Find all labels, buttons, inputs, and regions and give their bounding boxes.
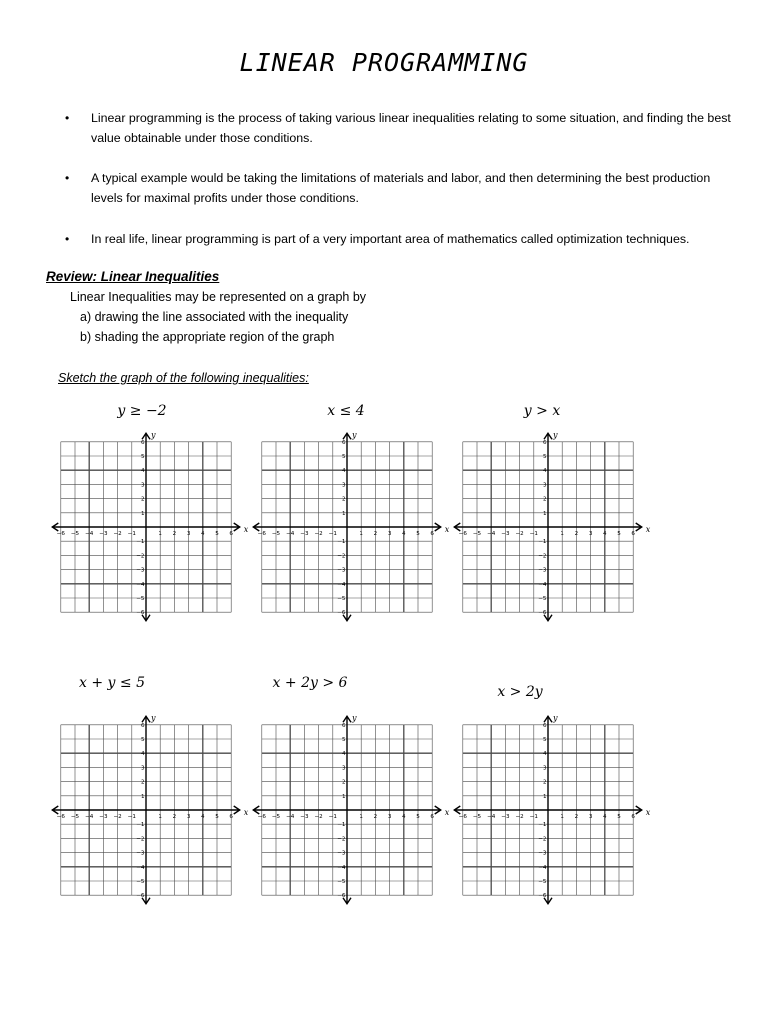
x-tick-label: 3 (588, 814, 593, 820)
x-tick-label: 1 (158, 531, 162, 537)
y-axis-label: y (151, 430, 156, 440)
inequality-label-2: x ≤ 4 (327, 403, 365, 419)
y-tick-label: 3 (341, 765, 346, 772)
y-tick-label: −2 (136, 553, 145, 560)
x-tick-label: −1 (328, 531, 337, 537)
y-tick-label: −2 (538, 836, 547, 843)
y-tick-label: 2 (542, 779, 547, 786)
x-tick-label: 2 (172, 814, 177, 820)
x-tick-label: −2 (314, 814, 323, 820)
y-tick-label: −5 (337, 596, 346, 602)
y-tick-label: 4 (542, 751, 547, 758)
y-tick-label: −6 (337, 893, 346, 900)
y-tick-label: −2 (337, 553, 346, 560)
y-tick-label: 1 (542, 793, 547, 800)
y-tick-label: 6 (140, 439, 145, 446)
y-tick-label: 1 (341, 793, 346, 800)
y-tick-label: 6 (341, 439, 346, 446)
inequality-label-3: y > x (523, 403, 561, 419)
x-tick-label: 1 (359, 531, 363, 537)
x-tick-label: 4 (402, 814, 406, 820)
x-tick-label: −1 (127, 531, 136, 537)
y-tick-label: 2 (542, 496, 547, 503)
y-tick-label: 4 (341, 468, 346, 475)
y-tick-label: 5 (542, 737, 547, 743)
y-tick-label: 1 (140, 510, 145, 517)
y-tick-label: 1 (341, 510, 346, 517)
x-tick-label: −2 (113, 531, 122, 537)
x-tick-label: −6 (458, 814, 467, 820)
page-title: LINEAR PROGRAMMING (239, 48, 529, 77)
y-tick-label: −4 (538, 864, 547, 871)
inequality-label-6: x > 2y (497, 684, 543, 700)
x-tick-label: 6 (430, 814, 434, 820)
x-tick-label: 6 (229, 531, 233, 537)
y-tick-label: 5 (341, 737, 346, 743)
x-tick-label: 3 (387, 531, 392, 537)
x-tick-label: −3 (99, 531, 108, 537)
x-tick-label: 1 (359, 814, 363, 820)
y-tick-label: −4 (337, 864, 346, 871)
y-tick-label: −3 (337, 850, 346, 857)
bullet-text-3: In real life, linear programming is part of a very important area of mathematics called optimization techniques. (91, 232, 690, 246)
y-tick-label: 5 (542, 454, 547, 460)
x-tick-label: 3 (588, 531, 593, 537)
y-tick-label: −4 (337, 581, 346, 588)
y-axis-label: y (151, 713, 156, 723)
inequality-label-4: x + y ≤ 5 (79, 675, 145, 691)
x-tick-label: −5 (70, 531, 80, 537)
y-tick-label: −1 (136, 822, 145, 829)
x-tick-label: 1 (158, 814, 162, 820)
x-tick-label: −5 (271, 814, 281, 820)
y-tick-label: 5 (341, 454, 346, 460)
bullet-marker: • (65, 171, 70, 185)
y-tick-label: −6 (538, 610, 547, 617)
y-tick-label: 2 (140, 496, 145, 503)
x-tick-label: −4 (85, 814, 94, 820)
x-tick-label: 4 (201, 814, 205, 820)
x-tick-label: 4 (201, 531, 205, 537)
y-tick-label: −2 (337, 836, 346, 843)
y-tick-label: 3 (140, 482, 145, 489)
x-tick-label: 4 (402, 531, 406, 537)
x-tick-label: −4 (487, 531, 496, 537)
review-intro: Linear Inequalities may be represented on a graph by (70, 290, 367, 304)
x-tick-label: 3 (387, 814, 392, 820)
y-tick-label: 6 (140, 722, 145, 729)
y-tick-label: −2 (136, 836, 145, 843)
x-tick-label: −2 (113, 814, 122, 820)
y-tick-label: 6 (542, 722, 547, 729)
inequality-label-1: y ≥ −2 (117, 403, 167, 419)
x-tick-label: −3 (300, 814, 309, 820)
x-axis-label: x (444, 808, 450, 817)
x-tick-label: 2 (574, 531, 579, 537)
y-tick-label: 3 (140, 765, 145, 772)
x-tick-label: 5 (215, 814, 219, 820)
review-item-b: b) shading the appropriate region of the graph (80, 330, 335, 344)
review-heading: Review: Linear Inequalities (46, 269, 220, 284)
x-tick-label: 5 (416, 814, 420, 820)
x-tick-label: −5 (271, 531, 281, 537)
y-tick-label: 3 (542, 482, 547, 489)
y-tick-label: 1 (140, 793, 145, 800)
bullet-marker: • (65, 111, 70, 125)
coordinate-grid-3[interactable] (448, 425, 651, 625)
x-tick-label: −6 (56, 814, 65, 820)
y-tick-label: 4 (542, 468, 547, 475)
x-tick-label: 3 (186, 531, 191, 537)
x-tick-label: 2 (373, 531, 378, 537)
y-tick-label: −5 (136, 879, 145, 885)
y-tick-label: 6 (341, 722, 346, 729)
y-tick-label: 6 (542, 439, 547, 446)
coordinate-grid-5[interactable] (247, 708, 450, 908)
x-tick-label: −2 (314, 531, 323, 537)
y-tick-label: −5 (136, 596, 145, 602)
x-tick-label: 4 (603, 531, 607, 537)
y-tick-label: −6 (538, 893, 547, 900)
coordinate-grid-1[interactable] (46, 425, 249, 625)
x-tick-label: −2 (515, 531, 524, 537)
y-tick-label: 4 (140, 468, 145, 475)
y-tick-label: −1 (538, 822, 547, 829)
bullet-text-1: Linear programming is the process of taking various linear inequalities relating to some situation, and finding the best value obtainable under those conditions. (91, 111, 731, 145)
x-tick-label: 2 (373, 814, 378, 820)
y-tick-label: 4 (140, 751, 145, 758)
x-tick-label: 3 (186, 814, 191, 820)
x-tick-label: −1 (328, 814, 337, 820)
x-tick-label: −6 (458, 531, 467, 537)
y-tick-label: 3 (341, 482, 346, 489)
x-tick-label: −6 (56, 531, 65, 537)
y-tick-label: −1 (337, 539, 346, 546)
x-tick-label: −5 (70, 814, 80, 820)
x-tick-label: −3 (99, 814, 108, 820)
x-tick-label: −5 (472, 814, 482, 820)
y-tick-label: −1 (337, 822, 346, 829)
y-tick-label: 3 (542, 765, 547, 772)
y-axis-label: y (553, 430, 558, 440)
x-tick-label: −4 (85, 531, 94, 537)
y-tick-label: −3 (337, 567, 346, 574)
y-tick-label: 2 (341, 496, 346, 503)
y-tick-label: 5 (140, 454, 145, 460)
sketch-instruction: Sketch the graph of the following inequalities: (58, 371, 309, 385)
x-tick-label: 6 (229, 814, 233, 820)
y-tick-label: −4 (136, 864, 145, 871)
x-axis-label: x (243, 525, 249, 534)
y-tick-label: −1 (538, 539, 547, 546)
x-tick-label: −6 (257, 531, 266, 537)
x-tick-label: 1 (560, 814, 564, 820)
y-tick-label: −5 (538, 596, 547, 602)
x-tick-label: −3 (501, 814, 510, 820)
y-tick-label: −6 (136, 893, 145, 900)
y-tick-label: 5 (140, 737, 145, 743)
x-tick-label: −6 (257, 814, 266, 820)
y-tick-label: −4 (136, 581, 145, 588)
y-tick-label: 2 (140, 779, 145, 786)
x-tick-label: 2 (172, 531, 177, 537)
x-tick-label: 2 (574, 814, 579, 820)
x-tick-label: 1 (560, 531, 564, 537)
y-axis-label: y (553, 713, 558, 723)
x-tick-label: 4 (603, 814, 607, 820)
y-tick-label: −3 (136, 567, 145, 574)
y-tick-label: −3 (538, 850, 547, 857)
x-tick-label: 6 (631, 531, 635, 537)
x-tick-label: −4 (487, 814, 496, 820)
x-tick-label: 6 (631, 814, 635, 820)
x-tick-label: −4 (286, 814, 295, 820)
x-tick-label: −5 (472, 531, 482, 537)
x-tick-label: −4 (286, 531, 295, 537)
x-tick-label: 5 (416, 531, 420, 537)
coordinate-grid-4[interactable] (46, 708, 249, 908)
review-item-a: a) drawing the line associated with the inequality (80, 310, 349, 324)
x-tick-label: −1 (529, 814, 538, 820)
y-tick-label: 4 (341, 751, 346, 758)
x-tick-label: −3 (300, 531, 309, 537)
y-tick-label: −5 (337, 879, 346, 885)
y-tick-label: 2 (341, 779, 346, 786)
bullet-text-2: A typical example would be taking the limitations of materials and labor, and then determining the best production levels for maximal profits under those conditions. (91, 171, 711, 205)
x-tick-label: 6 (430, 531, 434, 537)
x-tick-label: −1 (529, 531, 538, 537)
coordinate-grid-6[interactable] (448, 708, 651, 908)
coordinate-grid-2[interactable] (247, 425, 450, 625)
x-tick-label: −3 (501, 531, 510, 537)
y-tick-label: −3 (538, 567, 547, 574)
y-tick-label: −3 (136, 850, 145, 857)
y-tick-label: 1 (542, 510, 547, 517)
y-tick-label: −6 (337, 610, 346, 617)
y-tick-label: −2 (538, 553, 547, 560)
y-tick-label: −6 (136, 610, 145, 617)
x-axis-label: x (645, 525, 651, 534)
x-tick-label: −2 (515, 814, 524, 820)
x-tick-label: 5 (617, 531, 621, 537)
inequality-label-5: x + 2y > 6 (272, 675, 348, 691)
y-tick-label: −4 (538, 581, 547, 588)
y-axis-label: y (352, 713, 357, 723)
bullet-marker: • (65, 232, 70, 246)
y-axis-label: y (352, 430, 357, 440)
x-axis-label: x (444, 525, 450, 534)
x-tick-label: 5 (617, 814, 621, 820)
x-axis-label: x (645, 808, 651, 817)
x-axis-label: x (243, 808, 249, 817)
y-tick-label: −5 (538, 879, 547, 885)
x-tick-label: 5 (215, 531, 219, 537)
x-tick-label: −1 (127, 814, 136, 820)
y-tick-label: −1 (136, 539, 145, 546)
